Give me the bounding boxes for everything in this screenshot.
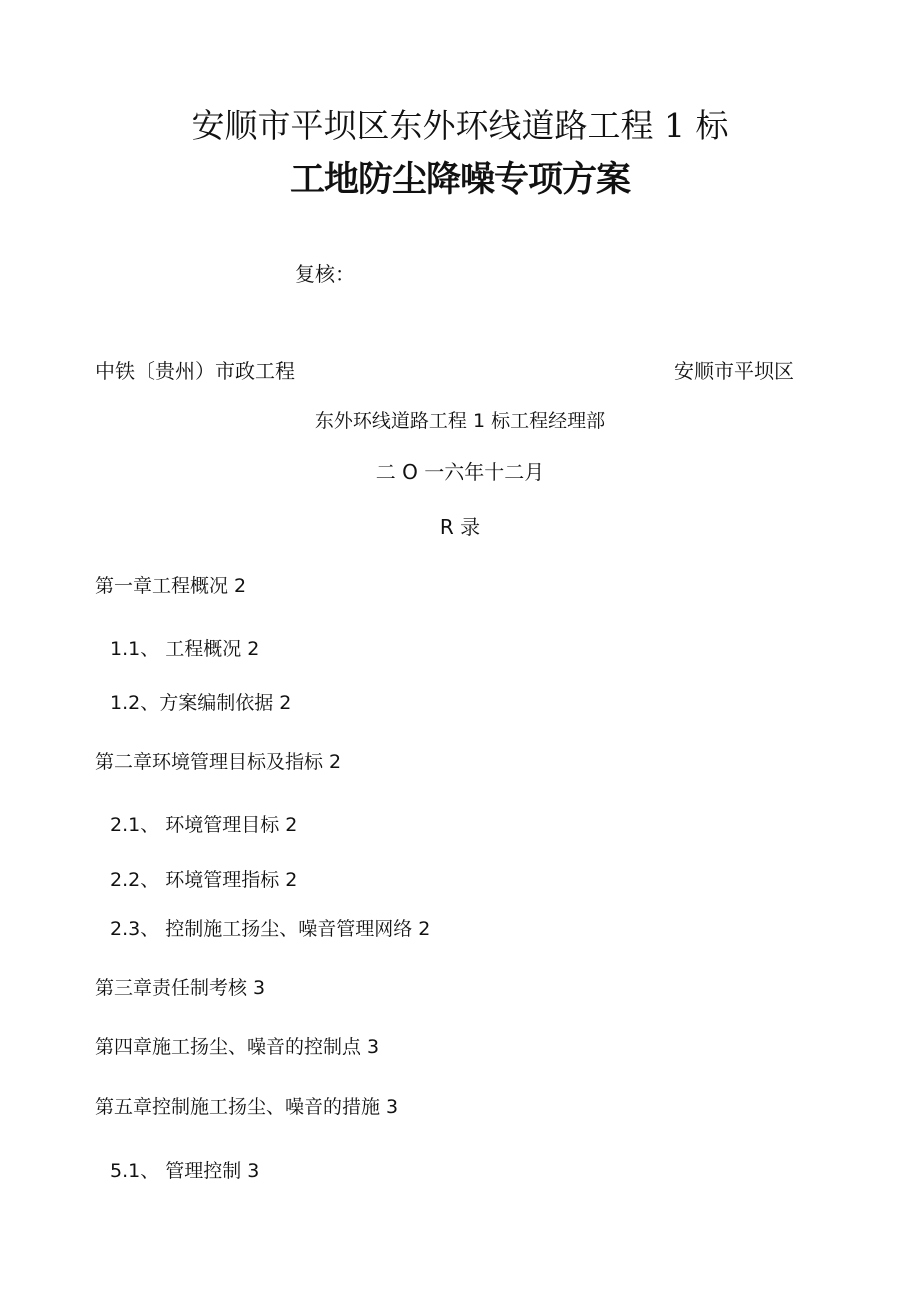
- document-title-line-2: 工地防尘降噪专项方案: [289, 160, 630, 200]
- project-department: 东外环线道路工程 1 标工程经理部: [314, 410, 606, 432]
- toc-entry-chapter-5[interactable]: 第五章控制施工扬尘、噪音的措施 3: [95, 1096, 399, 1118]
- toc-title: R 录: [439, 515, 481, 539]
- review-label: 复核：: [295, 262, 355, 286]
- toc-entry-chapter-3[interactable]: 第三章责任制考核 3: [95, 977, 266, 999]
- document-date: 二 O 一六年十二月: [375, 460, 545, 484]
- toc-entry-chapter-1[interactable]: 第一章工程概况 2: [95, 575, 247, 597]
- toc-entry-chapter-2[interactable]: 第二章环境管理目标及指标 2: [95, 751, 342, 773]
- toc-entry-section-5-1[interactable]: 5.1、 管理控制 3: [110, 1160, 260, 1182]
- toc-entry-section-2-2[interactable]: 2.2、 环境管理指标 2: [110, 869, 298, 891]
- toc-entry-section-1-1[interactable]: 1.1、 工程概况 2: [110, 638, 260, 660]
- toc-entry-chapter-4[interactable]: 第四章施工扬尘、噪音的控制点 3: [95, 1036, 380, 1058]
- toc-entry-section-1-2[interactable]: 1.2、方案编制依据 2: [110, 692, 292, 714]
- toc-entry-section-2-1[interactable]: 2.1、 环境管理目标 2: [110, 814, 298, 836]
- organization-name-left: 中铁〔贵州）市政工程: [95, 359, 295, 383]
- toc-entry-section-2-3[interactable]: 2.3、 控制施工扬尘、噪音管理网络 2: [110, 918, 431, 940]
- organization-name-right: 安顺市平坝区: [674, 359, 794, 383]
- document-title-line-1: 安顺市平坝区东外环线道路工程 1 标: [191, 106, 729, 145]
